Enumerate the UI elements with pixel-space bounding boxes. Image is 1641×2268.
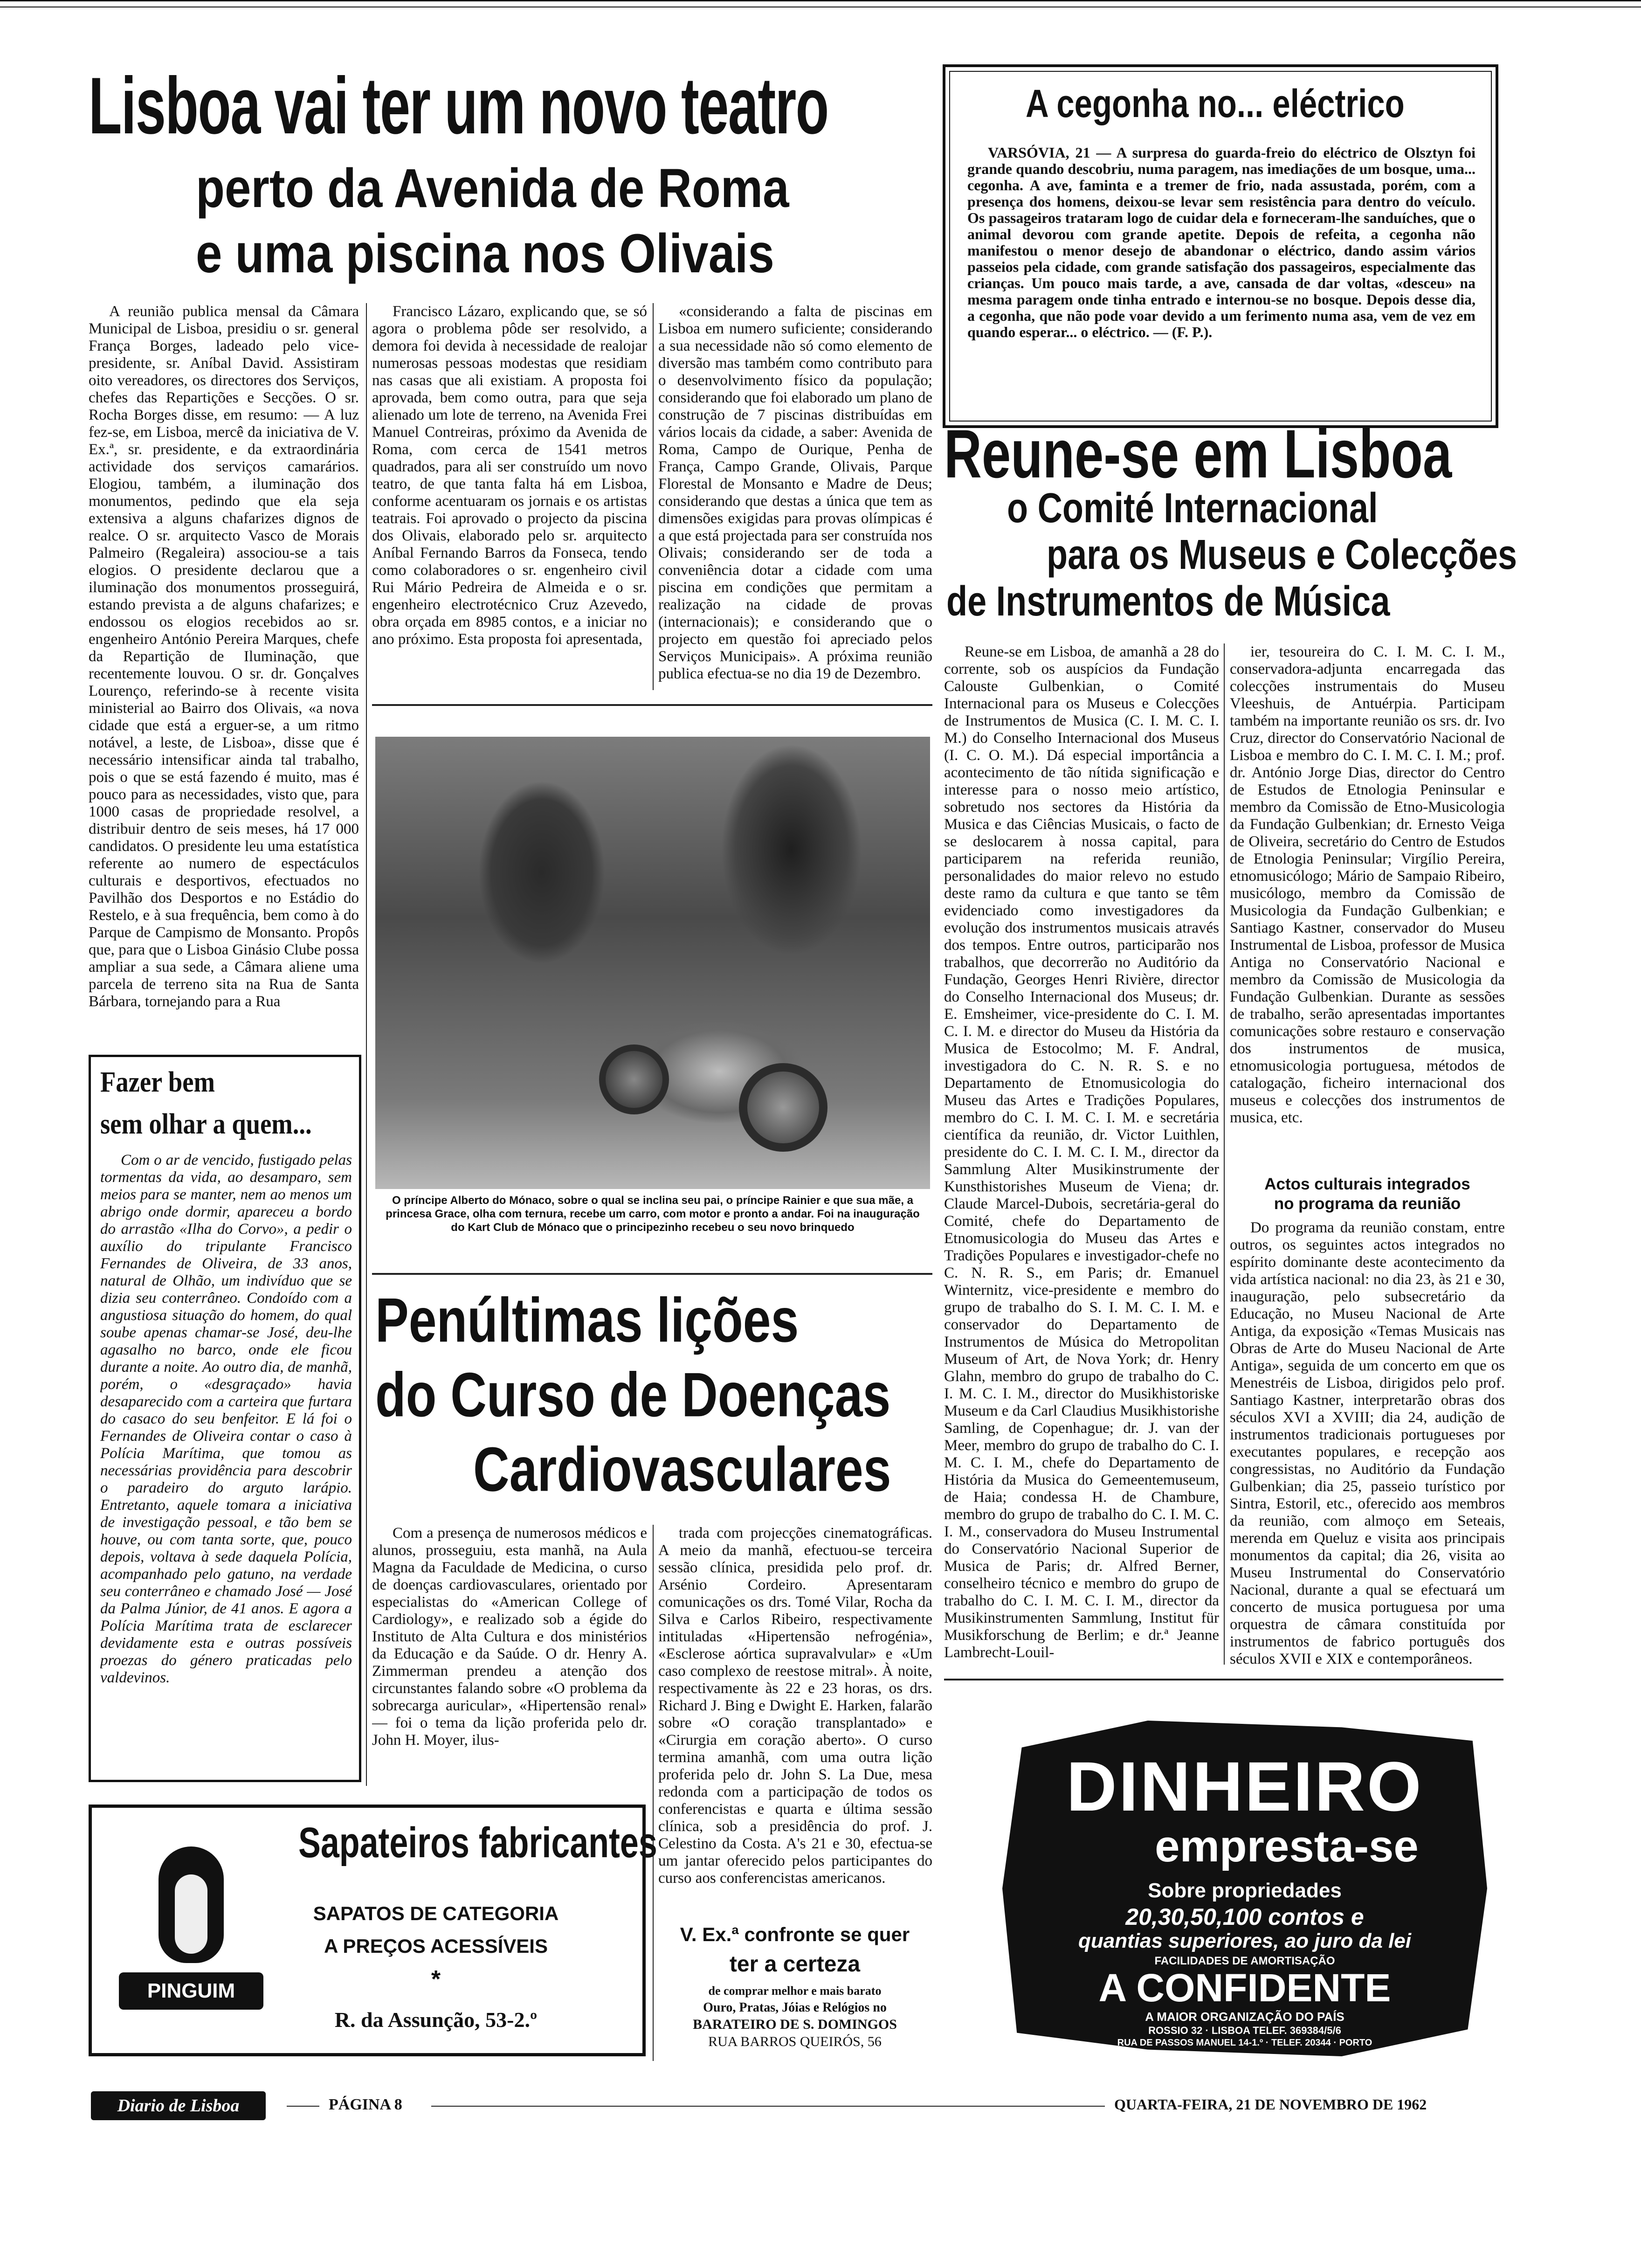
barateiro-title-1: V. Ex.ª confronte se quer xyxy=(680,1923,910,1945)
fazer-bem-body: Com o ar de vencido, fustigado pelas tormentas da vida, ao desamparo, sem meios para se manter, nem ao menos um abrigo onde dormir, apareceu a bordo do arrastão «Ilha do Corvo», a pedir o auxílio do tripulante Francisco Fernandes de Oliveira, de 33 anos, natural de Olhão, um indivíduo que se dizia seu conterrâneo. Condoído com a angustiosa situação do homem, do qual soube apenas chamar-se José, deu-lhe agasalho no barco, onde ele ficou durante a noite. Ao outro dia, de manhã, porém, o «desgraçado» havia desaparecido com a carteira que furtara do casaco do seu benfeitor. E lá foi o Fernandes de Oliveira contar o caso à Polícia Marítima, que tomou as necessárias providência para descobrir o paradeiro do arguto larápio. Entretanto, aquele tomara a iniciativa de investigação pessoal, e tão bem se houve, ou com tanta sorte, que, pouco depois, voltava à sede daquela Polícia, acompanhado pelo gatuno, na verdade seu conterrâneo e chamado José — José da Palma Júnior, de 41 anos. E agora a Polícia Marítima trata de esclarecer devidamente esta e outras possíveis proezas do género praticadas pelo valdevinos. xyxy=(100,1152,352,1686)
barateiro-line-2: Ouro, Pratas, Jóias e Relógios no xyxy=(703,2000,887,2015)
confidente-line-4: FACILIDADES DE AMORTISAÇÃO xyxy=(1154,1955,1335,1967)
comite-headline-1: Reune-se em Lisboa xyxy=(944,415,1452,492)
section-divider xyxy=(372,704,932,706)
photo-wheel xyxy=(739,1063,827,1152)
fazer-bem-title-1: Fazer bem xyxy=(100,1066,215,1098)
teatro-headline-2: perto da Avenida de Roma xyxy=(196,158,789,219)
curso-headline-1: Penúltimas lições xyxy=(375,1285,799,1355)
teatro-column-2: Francisco Lázaro, explicando que, se só agora o problema pôde ser resolvido, a demora foi devida à necessidade de realojar numerosas pessoas modestas que residiam nas casas que ali existiam. A proposta foi aprovada, bem como outra, para que seja alienado um lote de terreno, na Avenida Frei Manuel Contreiras, próximo da Avenida de Roma, com cerca de 1541 metros quadrados, para ali ser construído um novo teatro, de que tanta falta há em Lisboa, conforme acentuaram os jornais e os artistas teatrais. Foi aprovado o projecto da piscina dos Olivais, elaborado pelo sr. arquitecto Aníbal Fernando Barros da Fonseca, tendo como colaboradores o sr. engenheiro civil Rui Mário Pedreira de Almeida e o sr. engenheiro electrotécnico Cruz Azevedo, obra orçada em 8985 contos, e a iniciar no ano próximo. Esta proposta foi apresentada, xyxy=(372,303,647,648)
comite-headline-4: de Instrumentos de Música xyxy=(946,578,1390,625)
confidente-line-3: quantias superiores, ao juro da lei xyxy=(1078,1929,1411,1952)
column-divider xyxy=(366,303,367,1786)
photo-caption: O príncipe Alberto do Mónaco, sobre o qual se inclina seu pai, o príncipe Rainier e que sua mãe, a princesa Grace, olha com ternura, recebe um carro, com motor e pronto a andar. Foi na inauguração do Kart Club de Mónaco que o principezinho recebeu o seu novo brinquedo xyxy=(386,1194,920,1234)
comite-column-2: ier, tesoureira do C. I. M. C. I. M., conservadora-adjunta encarregada das colecções instrumentais do Museu Vleeshuis, de Antuérpia. Participam também na importante reunião os srs. dr. Ivo Cruz, director do Conservatório Nacional de Lisboa e membro do C. I. M. C. I. M.; prof. dr. António Jorge Dias, director do Centro de Estudos de Etnologia Peninsular e membro da Comissão de Etno-Musicologia da Fundação Gulbenkian; dr. Ernesto Veiga de Oliveira, secretário do Centro de Estudos de Etnologia Peninsular; Virgílio Pereira, etnomusicólogo; Mário de Sampaio Ribeiro, musicólogo, membro da Comissão de Musicologia da Fundação Gulbenkian; e Santiago Kastner, conservador do Museu Instrumental de Lisboa, professor de Musica Antiga no Conservatório Nacional e membro da Comissão de Musicologia da Fundação Gulbenkian. Durante as sessões de trabalho, serão apresentadas importantes comunicações sobre restauro e conservação dos instrumentos de musica, etnomusicologia portuguesa, métodos de catalogação, ficheiro internacional dos museus e colecções dos instrumentos de musica, etc. xyxy=(1230,643,1505,1126)
fazer-bem-title-2: sem olhar a quem... xyxy=(100,1108,312,1140)
footer-rule xyxy=(287,2106,319,2107)
section-divider xyxy=(944,1679,1503,1680)
pinguim-star: * xyxy=(431,1966,441,1993)
cegonha-body: VARSÓVIA, 21 — A surpresa do guarda-freio do eléctrico de Olsztyn foi grande quando descobriu, numa paragem, nas imediações de um bosque, uma... cegonha. A ave, faminta e a tremer de frio, nada assustada, porém, com a presença dos homens, deixou-se levar sem resistência para dentro do veículo. Os passageiros trataram logo de cuidar dela e forneceram-lhe sanduíches, que o animal devorou com grande apetite. Depois de refeita, a cegonha não manifestou o menor desejo de abandonar o eléctrico, dando assim vários passeios pela cidade, com grande satisfação dos passageiros, especialmente das crianças. Um pouco mais tarde, a ave, cansada de dar voltas, «desceu» na mesma paragem onde tinha entrado e internou-se no bosque. Depois desse dia, a cegonha, que não pode voar devido a um ferimento numa asa, vem de vez em quando esperar... o eléctrico. — (F. P.). xyxy=(967,145,1476,340)
penguin-logo xyxy=(159,1846,224,1963)
column-divider xyxy=(653,1525,654,2061)
barateiro-title-2: ter a certeza xyxy=(729,1952,861,1977)
confidente-line-6: ROSSIO 32 · LISBOA TELEF. 369384/5/6 xyxy=(1148,2025,1341,2036)
teatro-column-1: A reunião publica mensal da Câmara Municipal de Lisboa, presidiu o sr. general França Borges, ladeado pelo vice-presidente, sr. Aníbal David. Assistiram oito vereadores, os directores dos Serviços, chefes das Repartições e Secções. O sr. Rocha Borges disse, em resumo: — A luz fez-se, em Lisboa, mercê da iniciativa de V. Ex.ª, sr. presidente, e da extraordinária actividade dos serviços camarários. Elogiou, também, a iluminação dos monumentos, pedindo que ela seja extensiva a alguns chafarizes dignos de realce. O sr. arquitecto Vasco de Morais Palmeiro (Regaleira) associou-se a tais elogios. O presidente declarou que a iluminação dos monumentos prosseguirá, estando prevista a de alguns chafarizes; e endossou os elogios recebidos ao sr. engenheiro António Pereira Marques, chefe da Repartição de Iluminação, que recentemente louvou. O sr. dr. Gonçalves Lourenço, referindo-se à recente visita ministerial ao Bairro dos Olivais, «a nova cidade que está a erguer-se, a um ritmo notável, a leste, de Lisboa», disse que é necessário intensificar ainda tal trabalho, pois o que se está fazendo é muito, mas é pouco para as necessidades, visto que, para 1000 casas de propriedade resolvel, a distribuir dentro de seis meses, há 17 000 candidatos. O presidente leu uma estatística referente ao numero de espectáculos culturais e desportivos, efectuados no Pavilhão dos Desportos e no Estádio do Restelo, e à sua frequência, bem como à do Parque de Campismo de Monsanto. Propôs que, para que o Lisboa Ginásio Clube possa ampliar a sua sede, a Câmara aliene uma parcela de terreno sita na Rua de Santa Bárbara, tornejando para a Rua xyxy=(89,303,359,1010)
curso-column-2: trada com projecções cinematográficas. A meio da manhã, efectuou-se terceira sessão clínica, presidida pelo prof. dr. Arsénio Cordeiro. Apresentaram comunicações os drs. Tomé Vilar, Rocha da Silva e Carlos Ribeiro, respectivamente intituladas «Hipertensão nefrogénia», «Esclerose aórtica supravalvular» e «Um caso complexo de reestose mitral». À noite, respectivamente às 22 e 23 horas, os drs. Richard J. Bing e Dwight E. Harken, falarão sobre «O coração transplantado» e «Cirurgia em coração aberto». O curso termina amanhã, com uma outra lição proferida pelo dr. John S. La Due, mesa redonda com a participação de todos os conferencistas e quarta e última sessão clínica, sob a presidência do prof. J. Celestino da Costa. A's 21 e 30, efectua-se um jantar oferecido pelos participantes do curso aos conferencistas americanos. xyxy=(658,1525,932,1887)
barateiro-line-1: de comprar melhor e mais barato xyxy=(708,1984,882,1998)
pinguim-line-2: A PREÇOS ACESSÍVEIS xyxy=(324,1935,548,1957)
pinguim-brand-badge: PINGUIM xyxy=(119,1972,263,2010)
teatro-column-3: «considerando a falta de piscinas em Lisboa em numero suficiente; considerando a sua necessidade não só como elemento de diversão mas também como contributo para o desenvolvimento físico da população; considerando que foi elaborado um plano de construção de 7 piscinas distribuídas em vários locais da cidade, a saber: Avenida de Roma, Campo de Ourique, Penha de França, Campo Grande, Olivais, Parque Florestal de Monsanto e Madre de Deus; considerando que destas a única que tem as dimensões exigidas para provas olímpicas é a que está projectada para ser construída nos Olivais; considerando ser de toda a conveniência dotar a cidade com uma piscina em condições que permitam a realização na cidade de provas (internacionais); e considerando que o projecto em questão foi apreciado pelos Serviços Municipais». A próxima reunião publica efectua-se no dia 19 de Dezembro. xyxy=(658,303,932,682)
photo-prince-albert-kart xyxy=(375,737,930,1189)
teatro-headline-1: Lisboa vai ter um novo teatro xyxy=(89,60,828,151)
pinguim-address: R. da Assunção, 53-2.º xyxy=(334,2008,538,2032)
curso-headline-3: Cardiovasculares xyxy=(473,1434,891,1505)
curso-column-1: Com a presença de numerosos médicos e alunos, prosseguiu, esta manhã, na Aula Magna da Faculdade de Medicina, o curso de doenças cardiovasculares, orientado por especialistas do «American College of Cardiology», e realizado sob a égide do Instituto de Alta Cultura e dos ministérios da Educação e da Saúde. O dr. Henry A. Zimmerman prendeu a atenção dos circunstantes falando sobre «O problema da sobrecarga auricular», «Hipertensão renal» — foi o tema da lição proferida pelo dr. John H. Moyer, ilus- xyxy=(372,1525,647,1749)
comite-headline-2: o Comité Internacional xyxy=(1007,485,1378,532)
column-divider xyxy=(1224,643,1225,1665)
footer-rule xyxy=(431,2106,1105,2107)
confidente-brand: A CONFIDENTE xyxy=(1098,1966,1391,2010)
cegonha-title: A cegonha no... eléctrico xyxy=(1026,82,1405,125)
confidente-title: DINHEIRO xyxy=(1066,1747,1423,1825)
top-rule xyxy=(0,0,1641,1)
confidente-line-5: A MAIOR ORGANIZAÇÃO DO PAÍS xyxy=(1145,2010,1345,2024)
barateiro-line-4: RUA BARROS QUEIRÓS, 56 xyxy=(708,2034,882,2049)
section-divider xyxy=(372,1273,932,1275)
confidente-line-2: 20,30,50,100 contos e xyxy=(1125,1904,1364,1930)
comite-column-1: Reune-se em Lisboa, de amanhã a 28 do corrente, sob os auspícios da Fundação Calouste Gulbenkian, o Comité Internacional para os Museus e Colecções de Instrumentos de Musica (C. I. M. C. I. M.) do Conselho Internacional dos Museus (I. C. O. M.). Dá especial importância a acontecimento de tão nítida significação e interesse para o nosso meio artístico, sobretudo nos sectores da História da Musica e das Ciências Musicais, o facto de se deslocarem à nossa capital, para participarem na referida reunião, personalidades do maior relevo no estudo deste ramo da cultura e que tanto se têm evidenciado como investigadores da evolução dos instrumentos musicais através dos tempos. Entre outros, participarão nos trabalhos, que decorrerão no Auditório da Fundação, Georges Henri Rivière, director do Conselho Internacional dos Museus; dr. E. Emsheimer, vice-presidente do C. I. M. C. I. M. e director do Museu da História da Musica de Estocolmo; M. F. Andral, investigadora do C. N. R. S. e no Departamento de Etnomusicologia do Museu das Artes e Tradições Populares, membro do C. I. M. C. I. M. e secretária científica da reunião, dr. Victor Luithlen, presidente do C. I. M. C. I. M., director da Sammlung Alter Musikinstrumente der Kunsthistorishes Museum de Viena; dr. Claude Marcel-Dubois, secretária-geral do Comité, chefe do Departamento de Etnomusicologia do Museu das Artes e Tradições Populares e investigador-chefe no C. N. R. S., em Paris; dr. Emanuel Winternitz, vice-presidente e membro do grupo de trabalho do S. I. M. C. I. M. e conservador do Departamento de Instrumentos de Música do Metropolitan Museum of Art, de Nova York; dr. Henry Glahn, membro do grupo de trabalho do C. I. M. C. I. M., director do Musikhistoriske Museum e da Carl Claudius Musikhistorishe Samling, de Copenhague; dr. J. van der Meer, membro do grupo de trabalho do C. I. M. C. I. M., chefe do Departamento de História da Musica do Gemeentemuseum, de Haia; condessa H. de Chambure, membro do grupo de trabalho do C. I. M. C. I. M., conservadora do Museu Instrumental do Conservatório Nacional Superior de Musica de Paris; dr. Alfred Berner, conselheiro técnico e membro do grupo de trabalho do C. I. M. C. I. M., director da Musikinstrumenten Sammlung, Institut für Musikforschung de Berlim; e dr.ª Jeanne Lambrecht-Louil- xyxy=(944,643,1219,1661)
column-divider xyxy=(653,303,654,690)
confidente-line-1: Sobre propriedades xyxy=(1148,1879,1342,1902)
penguin-belly xyxy=(175,1874,207,1954)
confidente-line-7: RUA DE PASSOS MANUEL 14-1.º · TELEF. 20344 · PORTO xyxy=(1117,2038,1372,2048)
teatro-headline-3: e uma piscina nos Olivais xyxy=(196,223,774,284)
confidente-subtitle: empresta-se xyxy=(1155,1821,1419,1871)
pinguim-title: Sapateiros fabricantes xyxy=(298,1819,657,1867)
photo-wheel xyxy=(599,1044,669,1114)
footer-page-label: PÁGINA 8 xyxy=(329,2096,402,2113)
curso-headline-2: do Curso de Doenças xyxy=(375,1360,891,1430)
footer-date: QUARTA-FEIRA, 21 DE NOVEMBRO DE 1962 xyxy=(1114,2096,1427,2113)
comite-column-2b: Do programa da reunião constam, entre outros, os seguintes actos integrados no espírito dominante deste acontecimento da vida artística nacional: no dia 23, às 21 e 30, inauguração, pelo subsecretário da Educação, no Museu Nacional de Arte Antiga, da exposição «Temas Musicais nas Obras de Arte do Museu Nacional de Arte Antiga», seguida de um concerto em que os Menestréis de Lisboa, dirigidos pelo prof. Santiago Kastner, interpretarão obras dos séculos XVI a XVIII; dia 24, audição de instrumentos tradicionais portugueses por executantes populares, e recepção aos congressistas, no Auditório da Fundação Gulbenkian; dia 25, passeio turístico por Sintra, Estoril, etc., oferecido aos membros da reunião, com almoço em Seteais, merenda em Queluz e visita aos principais monumentos da capital; dia 26, visita ao Museu Instrumental do Conservatório Nacional, durante a qual se efectuará um concerto de musica portuguesa por uma orquestra de câmara constituída por instrumentos de fabrico português dos séculos XVII e XIX e contemporâneos. xyxy=(1230,1219,1505,1667)
barateiro-line-3: BARATEIRO DE S. DOMINGOS xyxy=(693,2017,897,2032)
comite-subhead-2: no programa da reunião xyxy=(1274,1195,1461,1213)
pinguim-line-1: SAPATOS DE CATEGORIA xyxy=(313,1902,559,1924)
comite-subhead-1: Actos culturais integrados xyxy=(1264,1175,1470,1193)
masthead-badge: Diario de Lisboa xyxy=(91,2091,266,2120)
comite-headline-3: para os Museus e Colecções xyxy=(1047,532,1517,578)
